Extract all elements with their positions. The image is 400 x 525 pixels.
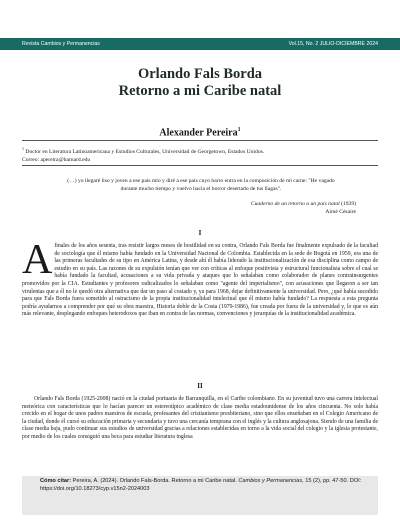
citation-details: , 15 (2), pp. 47-50. <box>302 478 349 484</box>
dropcap-letter: A <box>22 237 53 283</box>
doi-link[interactable]: https://doi.org/10.18273/cyp.v15n2-2024003 <box>40 485 150 492</box>
epigraph-source-title: Cuaderno de un retorno a un país natal <box>250 201 340 207</box>
journal-header-bar <box>0 38 400 50</box>
article-title-line1: Orlando Fals Borda <box>137 66 263 82</box>
section-1-paragraph <box>22 237 378 319</box>
citation-label: Cómo citar: <box>40 478 72 484</box>
author-divider <box>22 140 378 141</box>
citation-text <box>40 478 362 494</box>
section-1-text: finales de los años sesenta, tras resistir largos meses de hostilidad en su contra, Orlando Fals Borda fue finalmente expulsado de la facultad de sociología que él mismo había fundado en la Universidad Nacional de Colombia. Establecida en la sede de Bogotá en 1959, era una de las primeras facultades de su tipo en América Latina, y desde ahí él había liderado la institucionalización de esa disciplina como campo de estudio en su país. Las razones de su expulsión tenían que ver con críticas al enfoque positivista y estructural funcionalista sobre el cual se había fundado la facultad, acusaciones a su vida privada y ataques que lo señalaban como colaborador de planes contrainsurgentes promovidos por la CIA. Estudiantes y profesores radicalizados lo señalaban como "agente del imperialismo", con acusaciones que llegaron a ser tan virulentas que a él no le quedó otra alternativa que dar un paso al costado y, ya para 1968, dejar definitivamente la universidad. Pero, ¿qué había sucedido para que Fals Borda fuera sometido al ostracismo de la propia institucionalidad intelectual que él mismo había fundado? La respuesta a esta pregunta podría ayudarnos a comprender por qué su obra maestra, Historia doble de la Costa (1979-1986), fue creada por fuera de la universidad y, lo que es aún más relevante, desplegando enfoques heterodoxos que iban en contra de las normas, convenciones y jerarquías de la institucionalidad académica. <box>22 243 378 318</box>
epigraph-source-year: (1939) <box>341 201 356 207</box>
section-heading-1: I <box>198 229 202 237</box>
journal-name: Revista Cambios y Permanencias <box>22 41 100 47</box>
volume-info: Vol.15, No. 2 JULIO-DICIEMBRE 2024 <box>288 41 378 47</box>
section-2-paragraph: Orlando Fals Borda (1925-2008) nació en la ciudad portuaria de Barranquilla, en el Caribe colombiano. En su juventud tuvo una carrera intelectual meteórica con características que lo hacían parecer un estereotípico académico de clase media estadounidense de los años cincuenta. No solo había crecido en el hogar de unos padres maestros de escuela, profesantes del cristianismo presbiteriano, sino que ellos enseñaban en el Colegio Americano de la ciudad, donde él cursó su educación primaria y secundaria y tuvo una cercanía temprana con el inglés y la cultura anglosajona. Siendo de una familia de clase media baja, pudo continuar sus estudios de universidad gracias a relaciones establecidas en torno a la vida social del colegio y la iglesia protestante, por medio de los cuales consiguió una beca para estudiar literatura inglesa <box>22 396 378 440</box>
affiliation-email: Correo: apereira@barnard.edu <box>22 156 91 163</box>
affiliation-mark: 1 <box>22 146 24 151</box>
author-footnote-mark: 1 <box>237 127 241 133</box>
article-title-line2: Retorno a mi Caribe natal <box>118 83 282 99</box>
epigraph-source <box>106 200 356 216</box>
section-heading-2: II <box>197 382 203 390</box>
epigraph-author: Aimé Césaire <box>325 209 356 215</box>
author-name-text: Alexander Pereira <box>159 127 238 139</box>
affiliation <box>22 145 382 164</box>
epigraph-quote: (…) yo llegaré liso y joven a ese país mío y diré a ese país cuyo barro entra en la composición de mi carne: "He vagado durante mucho tiempo y vuelvo hacia el horror desertado de tus llagas". <box>67 178 335 192</box>
citation-reference: Pereira, A. (2024). Orlando Fals-Borda. Retorno a mi Caribe natal. <box>72 478 237 484</box>
doi-label: DOI: <box>349 478 362 484</box>
citation-journal: Cambios y Permanencias <box>238 478 303 484</box>
author-name <box>0 127 400 138</box>
affiliation-text: Doctor en Literatura Latinoamericana y Estudios Culturales, Universidad de Georgetown, Estados Unidos. <box>25 148 265 155</box>
affiliation-divider <box>22 165 378 166</box>
